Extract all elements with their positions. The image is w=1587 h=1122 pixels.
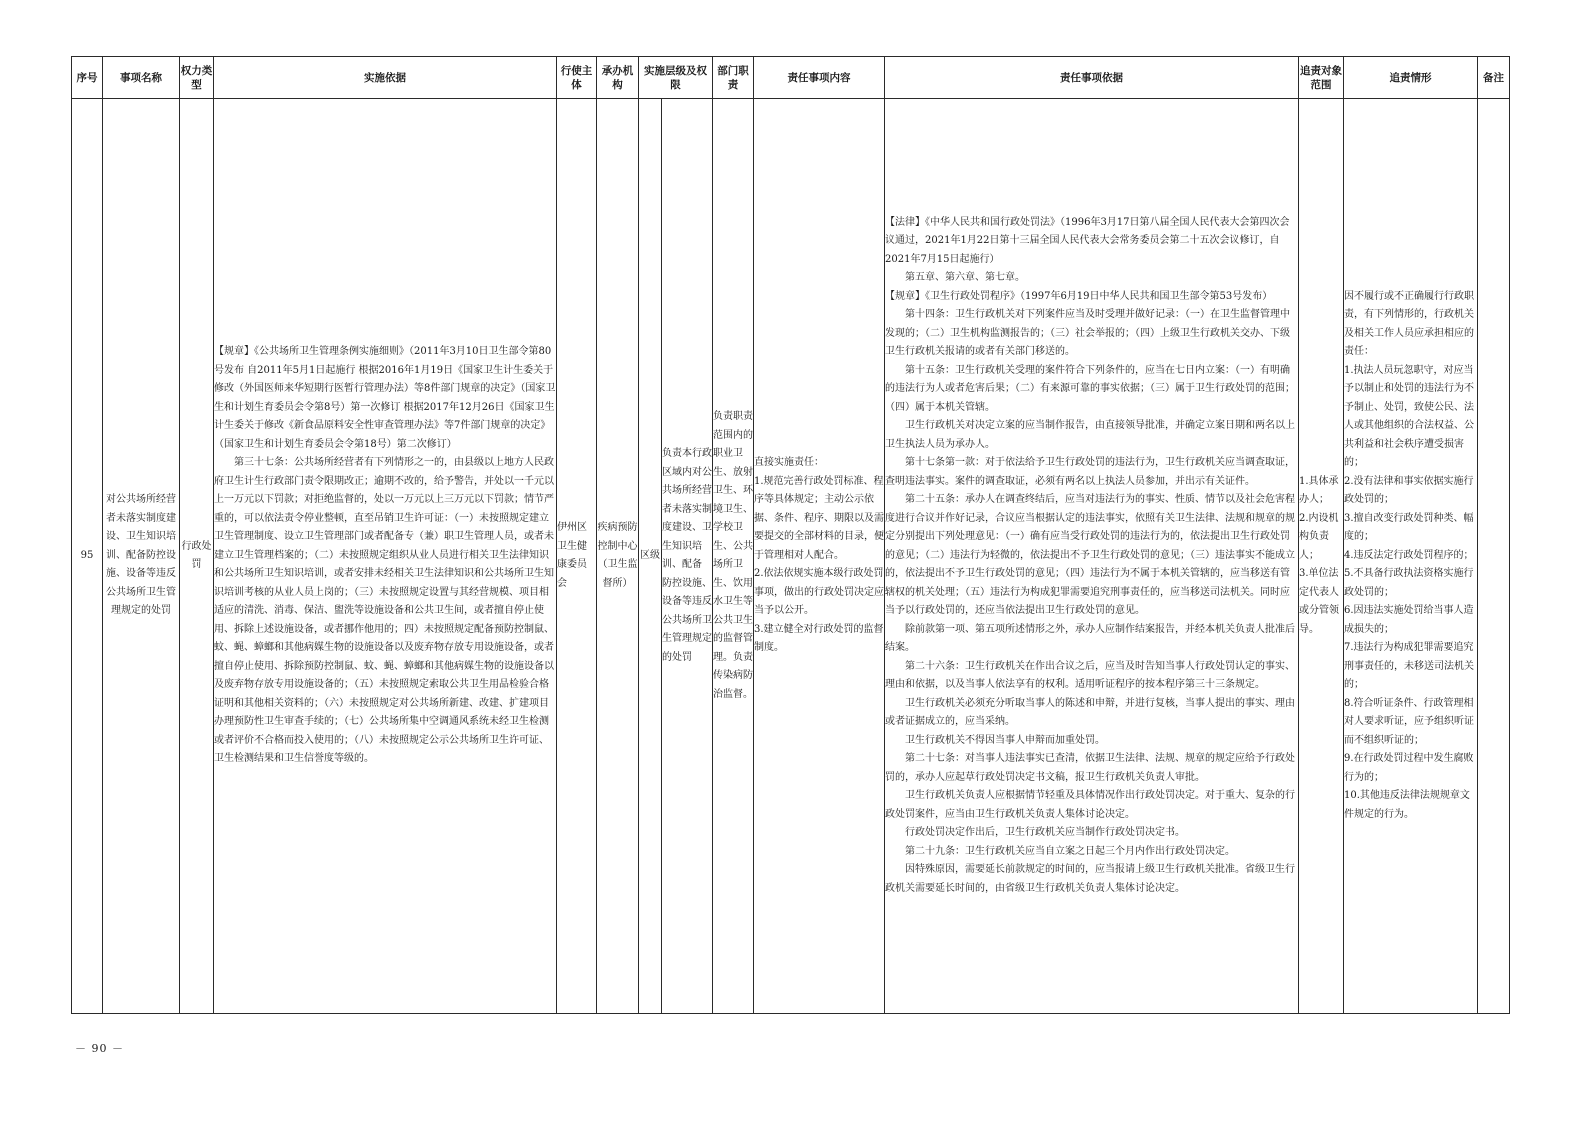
resp-basis-paragraph: 卫生行政机关不得因当事人申辩而加重处罚。 (905, 734, 1105, 746)
header-level: 实施层级及权限 (639, 57, 713, 99)
situation-line: 因不履行或不正确履行行政职责，有下列情形的，行政机关及相关工作人员应承担相应的责任： (1344, 290, 1474, 358)
cell-agency: 疾病预防控制中心（卫生监督所） (597, 99, 639, 1014)
resp-basis-paragraph: 第二十九条：卫生行政机关应当自立案之日起三个月内作出行政处罚决定。 (905, 845, 1235, 857)
resp-basis-paragraph: 第二十六条：卫生行政机关在作出合议之后，应当及时告知当事人行政处罚认定的事实、理由和依据，以及当事人依法享有的权利。适用听证程序的按本程序第三十三条规定。 (885, 660, 1295, 691)
resp-basis-paragraph: 【法律】《中华人民共和国行政处罚法》（1996年3月17日第八届全国人民代表大会第四次会议通过，2021年1月22日第十三届全国人民代表大会常务委员会第二十五次会议修订，自2021年7月15日起施行） (885, 216, 1290, 265)
resp-basis-paragraph: 卫生行政机关对决定立案的应当制作报告，由直接领导批准，并确定立案日期和两名以上卫生执法人员为承办人。 (885, 420, 1295, 450)
scope-line: 3.单位法定代表人或分管领导。 (1299, 568, 1339, 635)
cell-level-power: 负责本行政区域内对公共场所经营者未落实制度建设、卫生知识培训、配备 防控设施、设备等违反公共场所卫生管理规定的处罚 (662, 99, 713, 1014)
situation-line: 9.在行政处罚过程中发生腐败行为的； (1344, 753, 1474, 783)
resp-basis-paragraph: 卫生行政机关必须充分听取当事人的陈述和申辩，并进行复核，当事人提出的事实、理由或者证据成立的，应当采纳。 (885, 697, 1295, 728)
scope-line: 2.内设机构负责人； (1299, 512, 1339, 561)
header-remark: 备注 (1478, 57, 1510, 99)
resp-basis-paragraph: 第十五条：卫生行政机关受理的案件符合下列条件的，应当在七日内立案：（一）有明确的违法行为人或者危害后果；（二）有来源可靠的事实依据；（三）属于卫生行政处罚的范围；（四）属于本机关管辖。 (885, 364, 1295, 413)
table-row (72, 99, 1510, 1014)
scope-line: 1.具体承办人； (1299, 475, 1339, 506)
basis-paragraph: 第三十七条：公共场所经营者有下列情形之一的，由县级以上地方人民政府卫生计生行政部门责令限期改正；逾期不改的，给予警告，并处以一千元以上一万元以下罚款；对拒绝监督的，处以一万元以上三万元以下罚款；情节严重的，可以依法责令停业整顿，直至吊销卫生许可证：（一）未按照规定建立卫生管理制度、设立卫生管理部门或者配备专（兼）职卫生管理人员，或者未建立卫生管理档案的；（二）未按照规定组织从业人员进行相关卫生法律知识和公共场所卫生知识培训，或者安排未经相关卫生法律知识和公共场所卫生知识培训考核的从业人员上岗的；（三）未按照规定设置与其经营规模、项目相适应的清洗、消毒、保洁、盥洗等设施设备和公共卫生间，或者擅自停止使用、拆除上述设施设备，或者挪作他用的；四）未按照规定配备预防控制鼠、蚊、蝇、蟑螂和其他病媒生物的设施设备以及废弃物存放专用设施设备，或者擅自停止使用、拆除预防控制鼠、蚊、蝇、蟑螂和其他病媒生物的设施设备以及废弃物存放专用设施设备的；（五）未按照规定索取公共卫生用品检验合格证明和其他相关资料的；（六）未按照规定对公共场所新建、改建、扩建项目办理预防性卫生审查手续的；（七）公共场所集中空调通风系统未经卫生检测或者评价不合格而投入使用的；（八）未按照规定公示公共场所卫生许可证、卫生检测结果和卫生信誉度等级的。 (214, 457, 554, 765)
resp-basis-paragraph: 第二十七条：对当事人违法事实已查清，依据卫生法律、法规、规章的规定应给予行政处罚的，承办人应起草行政处罚决定书文稿，报卫生行政机关负责人审批。 (885, 753, 1295, 783)
situation-line: 10.其他违反法律法规规章文件规定的行为。 (1344, 790, 1470, 820)
header-basis: 实施依据 (214, 57, 557, 99)
cell-seq: 95 (72, 99, 103, 1014)
header-scope: 追责对象范围 (1299, 57, 1344, 99)
resp-basis-paragraph: 第五章、第六章、第七章。 (905, 272, 1025, 284)
header-item-name: 事项名称 (103, 57, 180, 99)
situation-line: 7.违法行为构成犯罪需要追究刑事责任的，未移送司法机关的； (1344, 642, 1474, 691)
header-row (72, 57, 1510, 99)
resp-basis-paragraph: 因特殊原因，需要延长前款规定的时间的，应当报请上级卫生行政机关批准。省级卫生行政机关需要延长时间的，由省级卫生行政机关负责人集体讨论决定。 (885, 864, 1295, 894)
resp-basis-paragraph: 第二十五条：承办人在调查终结后，应当对违法行为的事实、性质、情节以及社会危害程度进行合议并作好记录，合议应当根据认定的违法事实，依照有关卫生法律、法规和规章的规定分别提出下列处理意见：（一）确有应当受行政处罚的违法行为的，依法提出卫生行政处罚的意见；（二）违法行为轻微的，依法提出不予卫生行政处罚的意见；（三）违法事实不能成立的，依法提出不予卫生行政处罚的意见；（四）违法行为不属于本机关管辖的，应当移送有管辖权的机关处理；（五）违法行为构成犯罪需要追究刑事责任的，应当移送司法机关。同时应当予以行政处罚的，还应当依法提出卫生行政处罚的意见。 (885, 494, 1295, 617)
resp-basis-paragraph: 卫生行政机关负责人应根据情节轻重及具体情况作出行政处罚决定。对于重大、复杂的行政处罚案件，应当由卫生行政机关负责人集体讨论决定。 (885, 790, 1295, 820)
cell-scope (1299, 99, 1344, 1014)
cell-power-type: 行政处罚 (180, 99, 214, 1014)
resp-content-line: 2.依法依规实施本级行政处罚事项，做出的行政处罚决定应当予以公开。 (754, 568, 884, 617)
situation-line: 6.因违法实施处罚给当事人造成损失的； (1344, 605, 1474, 635)
header-subject: 行使主体 (557, 57, 597, 99)
responsibility-table (71, 56, 1510, 1014)
cell-situation (1344, 99, 1478, 1014)
header-situation: 追责情形 (1344, 57, 1478, 99)
cell-item-name: 对公共场所经营者未落实制度建设、卫生知识培训、配备防控设施、设备等违反公共场所卫生管理规定的处罚 (103, 99, 180, 1014)
resp-basis-paragraph: 第十四条：卫生行政机关对下列案件应当及时受理并做好记录：（一）在卫生监督管理中发现的；（二）卫生机构监测报告的；（三）社会举报的；（四）上级卫生行政机关交办、下级卫生行政机关报请的或者有关部门移送的。 (885, 309, 1290, 358)
resp-basis-paragraph: 【规章】《卫生行政处罚程序》（1997年6月19日中华人民共和国卫生部令第53号发布） (885, 290, 1273, 302)
cell-resp-content (754, 99, 885, 1014)
header-power-type: 权力类型 (180, 57, 214, 99)
resp-basis-paragraph: 除前款第一项、第五项所述情形之外，承办人应制作结案报告，并经本机关负责人批准后结案。 (885, 623, 1295, 654)
resp-basis-paragraph: 行政处罚决定作出后，卫生行政机关应当制作行政处罚决定书。 (905, 827, 1185, 839)
header-resp-basis: 责任事项依据 (885, 57, 1299, 99)
resp-content-line: 1.规范完善行政处罚标准、程序等具体规定；主动公示依据、条件、程序、期限以及需要提交的全部材料的目录，便于管理相对人配合。 (754, 475, 884, 561)
cell-dept-duty: 负责职责范围内的职业卫生、放射卫生、环境卫生、学校卫生、公共场所卫生、饮用水卫生等公共卫生的监督管理。负责传染病防治监督。 (713, 99, 754, 1014)
resp-content-line: 3.建立健全对行政处罚的监督制度。 (754, 623, 884, 654)
basis-paragraph: 【规章】《公共场所卫生管理条例实施细则》（2011年3月10日卫生部令第80号发布 自2011年5月1日起施行 根据2016年1月19日《国家卫生计生委关于修改（外国医师来华短期行医暂行管理办法）等8件部门规章的决定》（国家卫生和计划生育委员会令第8号）第一次修订 根据2017年12月26日《国家卫生计生委关于修改《新食品原料安全性审查管理办法》等7件部门规章的决定》（国家卫生和计划生育委员会令第18号）第二次修订） (214, 346, 556, 450)
situation-line: 8.符合听证条件、行政管理相对人要求听证，应予组织听证而不组织听证的； (1344, 697, 1474, 746)
header-resp-content: 责任事项内容 (754, 57, 885, 99)
situation-line: 3.擅自改变行政处罚种类、幅度的； (1344, 512, 1474, 543)
resp-content-line: 直接实施责任： (754, 457, 824, 469)
resp-basis-paragraph: 第十七条第一款：对于依法给予卫生行政处罚的违法行为，卫生行政机关应当调查取证，查明违法事实。案件的调查取证，必须有两名以上执法人员参加，并出示有关证件。 (885, 457, 1295, 487)
cell-resp-basis (885, 99, 1299, 1014)
page-number: － 90 － (75, 1042, 124, 1055)
cell-remark (1478, 99, 1510, 1014)
situation-line: 2.没有法律和事实依据实施行政处罚的； (1344, 475, 1474, 506)
header-agency: 承办机构 (597, 57, 639, 99)
cell-subject: 伊州区卫生健康委员会 (557, 99, 597, 1014)
cell-basis (214, 99, 557, 1014)
situation-line: 1.执法人员玩忽职守，对应当予以制止和处罚的违法行为不予制止、处罚，致使公民、法人或其他组织的合法权益、公共利益和社会秩序遭受损害的； (1344, 364, 1474, 469)
situation-line: 4.违反法定行政处罚程序的； (1344, 549, 1474, 561)
header-seq: 序号 (72, 57, 103, 99)
situation-line: 5.不具备行政执法资格实施行政处罚的； (1344, 568, 1474, 598)
cell-level: 区级 (639, 99, 662, 1014)
header-dept-duty: 部门职责 (713, 57, 754, 99)
